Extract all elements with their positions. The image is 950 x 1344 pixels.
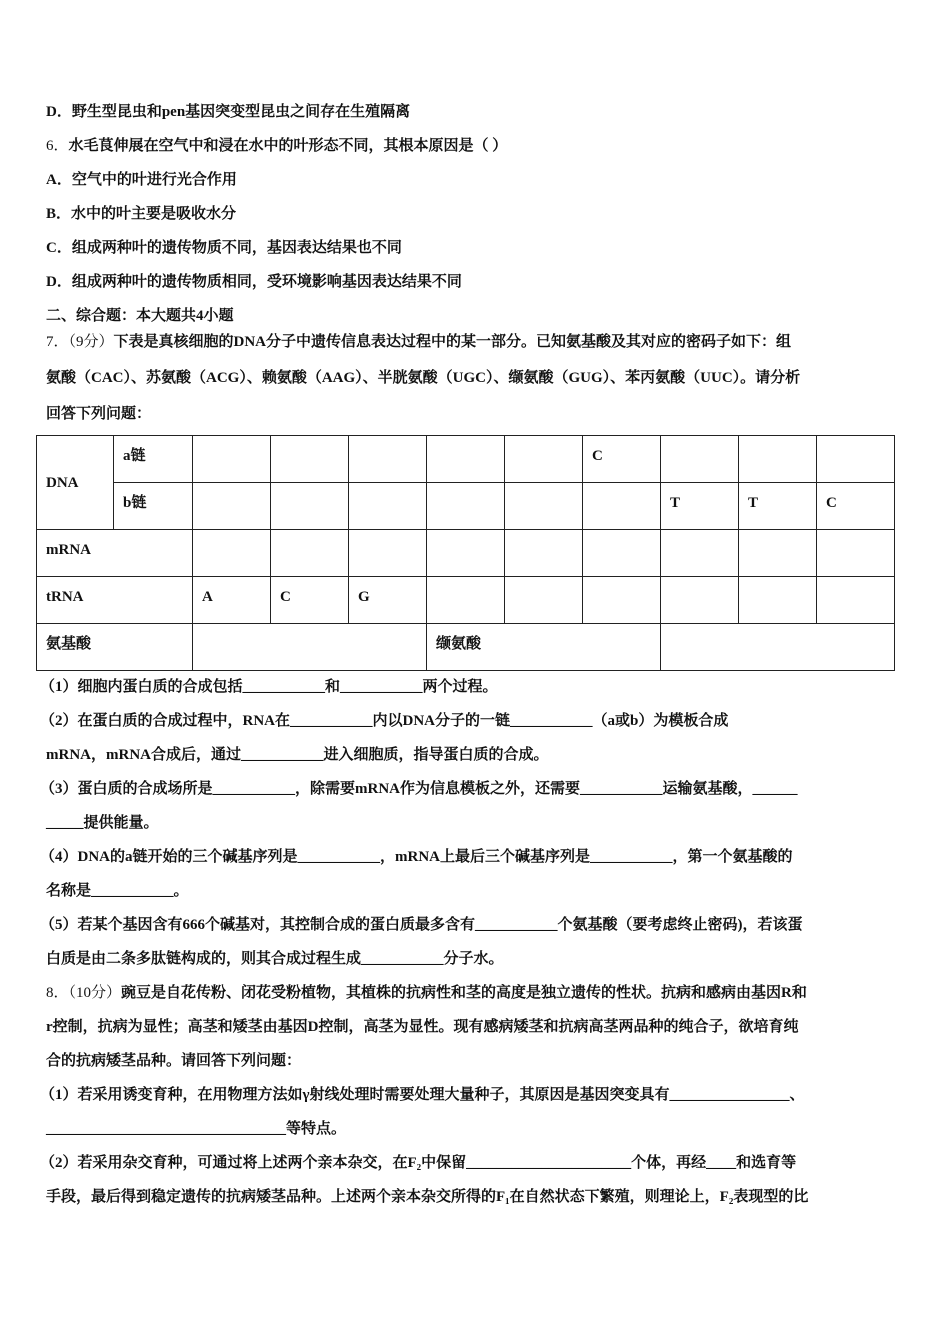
section-heading: 二、综合题：本大题共4小题 <box>46 308 234 324</box>
table-row <box>37 577 895 624</box>
question-7-line2: 氨酸（CAC）、苏氨酸（ACG）、赖氨酸（AAG）、半胱氨酸（UGC）、缬氨酸（GUG）、苯丙氨酸（UUC）。请分析 <box>46 370 801 386</box>
dna-label: DNA <box>37 436 114 530</box>
table-cell: 缬氨酸 <box>427 624 661 671</box>
table-cell: A <box>193 577 271 624</box>
table-cell <box>505 483 583 530</box>
table-cell: G <box>349 577 427 624</box>
question-text: 下表是真核细胞的DNA分子中遗传信息表达过程中的某一部分。已知氨基酸及其对应的密码子如下：组 <box>113 334 792 350</box>
sub-question-5: （5）若某个基因含有666个碱基对，其控制合成的蛋白质最多含有___________个氨基酸（要考虑终止密码)，若该蛋 <box>40 917 803 933</box>
table-cell: C <box>817 483 895 530</box>
option-c: C．组成两种叶的遗传物质不同，基因表达结果也不同 <box>46 240 402 256</box>
table-cell <box>505 436 583 483</box>
table-cell <box>661 577 739 624</box>
q8-sub-question-1: （1）若采用诱变育种，在用物理方法如γ射线处理时需要处理大量种子，其原因是基因突变具有________________、 <box>40 1087 805 1103</box>
question-7-line3: 回答下列问题： <box>46 406 152 422</box>
table-cell: C <box>271 577 349 624</box>
table-cell <box>739 436 817 483</box>
question-8 <box>46 983 906 1003</box>
question-7 <box>46 332 906 352</box>
amino-acid-label: 氨基酸 <box>37 624 193 671</box>
table-cell <box>817 436 895 483</box>
sub-question-4: （4）DNA的a链开始的三个碱基序列是___________，mRNA上最后三个碱基序列是___________，第一个氨基酸的 <box>40 849 793 865</box>
table-cell <box>661 436 739 483</box>
table-cell: C <box>583 436 661 483</box>
sub-question-1: （1）细胞内蛋白质的合成包括___________和___________两个过程。 <box>40 679 498 695</box>
table-cell <box>505 577 583 624</box>
question-6 <box>46 136 906 156</box>
option-a: A．空气中的叶进行光合作用 <box>46 172 237 188</box>
table-cell <box>661 530 739 577</box>
option-d-prev: D．野生型昆虫和pen基因突变型昆虫之间存在生殖隔离 <box>46 104 411 120</box>
question-8-line2: r控制，抗病为显性；高茎和矮茎由基因D控制，高茎为显性。现有感病矮茎和抗病高茎两品种的纯合子，欲培育纯 <box>46 1019 799 1035</box>
sub-question-4-cont: 名称是___________。 <box>46 883 189 899</box>
table-cell <box>583 577 661 624</box>
table-cell <box>349 483 427 530</box>
mrna-label: mRNA <box>37 530 193 577</box>
table-row <box>37 624 895 671</box>
b-chain-label: b链 <box>114 483 193 530</box>
option-b: B．水中的叶主要是吸收水分 <box>46 206 237 222</box>
table-cell <box>817 577 895 624</box>
question-text: 水毛茛伸展在空气中和浸在水中的叶形态不同，其根本原因是（ ） <box>68 138 508 154</box>
table-cell <box>193 436 271 483</box>
table-cell <box>817 530 895 577</box>
question-8-line3: 合的抗病矮茎品种。请回答下列问题： <box>46 1053 302 1069</box>
table-cell <box>349 530 427 577</box>
question-number: 7．（9分） <box>46 334 114 350</box>
table-cell <box>271 436 349 483</box>
q8-sub-question-1-cont: ________________________________等特点。 <box>46 1121 347 1137</box>
sub-question-3: （3）蛋白质的合成场所是___________，除需要mRNA作为信息模板之外，还需要___________运输氨基酸，______ <box>40 781 798 797</box>
table-cell <box>193 530 271 577</box>
table-row <box>37 483 895 530</box>
table-cell <box>427 483 505 530</box>
question-number: 6． <box>46 138 69 154</box>
table-cell <box>427 530 505 577</box>
sub-question-5-cont: 白质是由二条多肽链构成的，则其合成过程生成___________分子水。 <box>46 951 504 967</box>
table-cell <box>583 530 661 577</box>
question-number: 8．（10分） <box>46 985 122 1001</box>
table-row <box>37 530 895 577</box>
option-d: D．组成两种叶的遗传物质相同，受环境影响基因表达结果不同 <box>46 274 462 290</box>
table-cell <box>427 436 505 483</box>
genetics-table <box>36 435 895 671</box>
table-row <box>37 436 895 483</box>
table-cell: T <box>739 483 817 530</box>
table-cell <box>193 483 271 530</box>
sub-question-2-cont: mRNA，mRNA合成后，通过___________进入细胞质，指导蛋白质的合成。 <box>46 747 549 763</box>
table-cell <box>349 436 427 483</box>
table-cell <box>583 483 661 530</box>
table-cell <box>193 624 427 671</box>
sub-question-3-cont: _____提供能量。 <box>46 815 159 831</box>
q8-sub-question-2-cont: 手段，最后得到稳定遗传的抗病矮茎品种。上述两个亲本杂交所得的F₁在自然状态下繁殖，则理论上，F₂表现型的比 <box>46 1189 809 1205</box>
table-cell <box>427 577 505 624</box>
a-chain-label: a链 <box>114 436 193 483</box>
table-cell: T <box>661 483 739 530</box>
table-cell <box>505 530 583 577</box>
table-cell <box>739 530 817 577</box>
table-cell <box>661 624 895 671</box>
sub-question-2: （2）在蛋白质的合成过程中，RNA在___________内以DNA分子的一链___________（a或b）为模板合成 <box>40 713 729 729</box>
question-text: 豌豆是自花传粉、闭花受粉植物，其植株的抗病性和茎的高度是独立遗传的性状。抗病和感病由基因R和 <box>121 985 807 1001</box>
table-cell <box>271 530 349 577</box>
q8-sub-question-2: （2）若采用杂交育种，可通过将上述两个亲本杂交，在F₂中保留______________________个体，再经____和选育等 <box>40 1155 797 1171</box>
table-cell <box>271 483 349 530</box>
trna-label: tRNA <box>37 577 193 624</box>
table-cell <box>739 577 817 624</box>
